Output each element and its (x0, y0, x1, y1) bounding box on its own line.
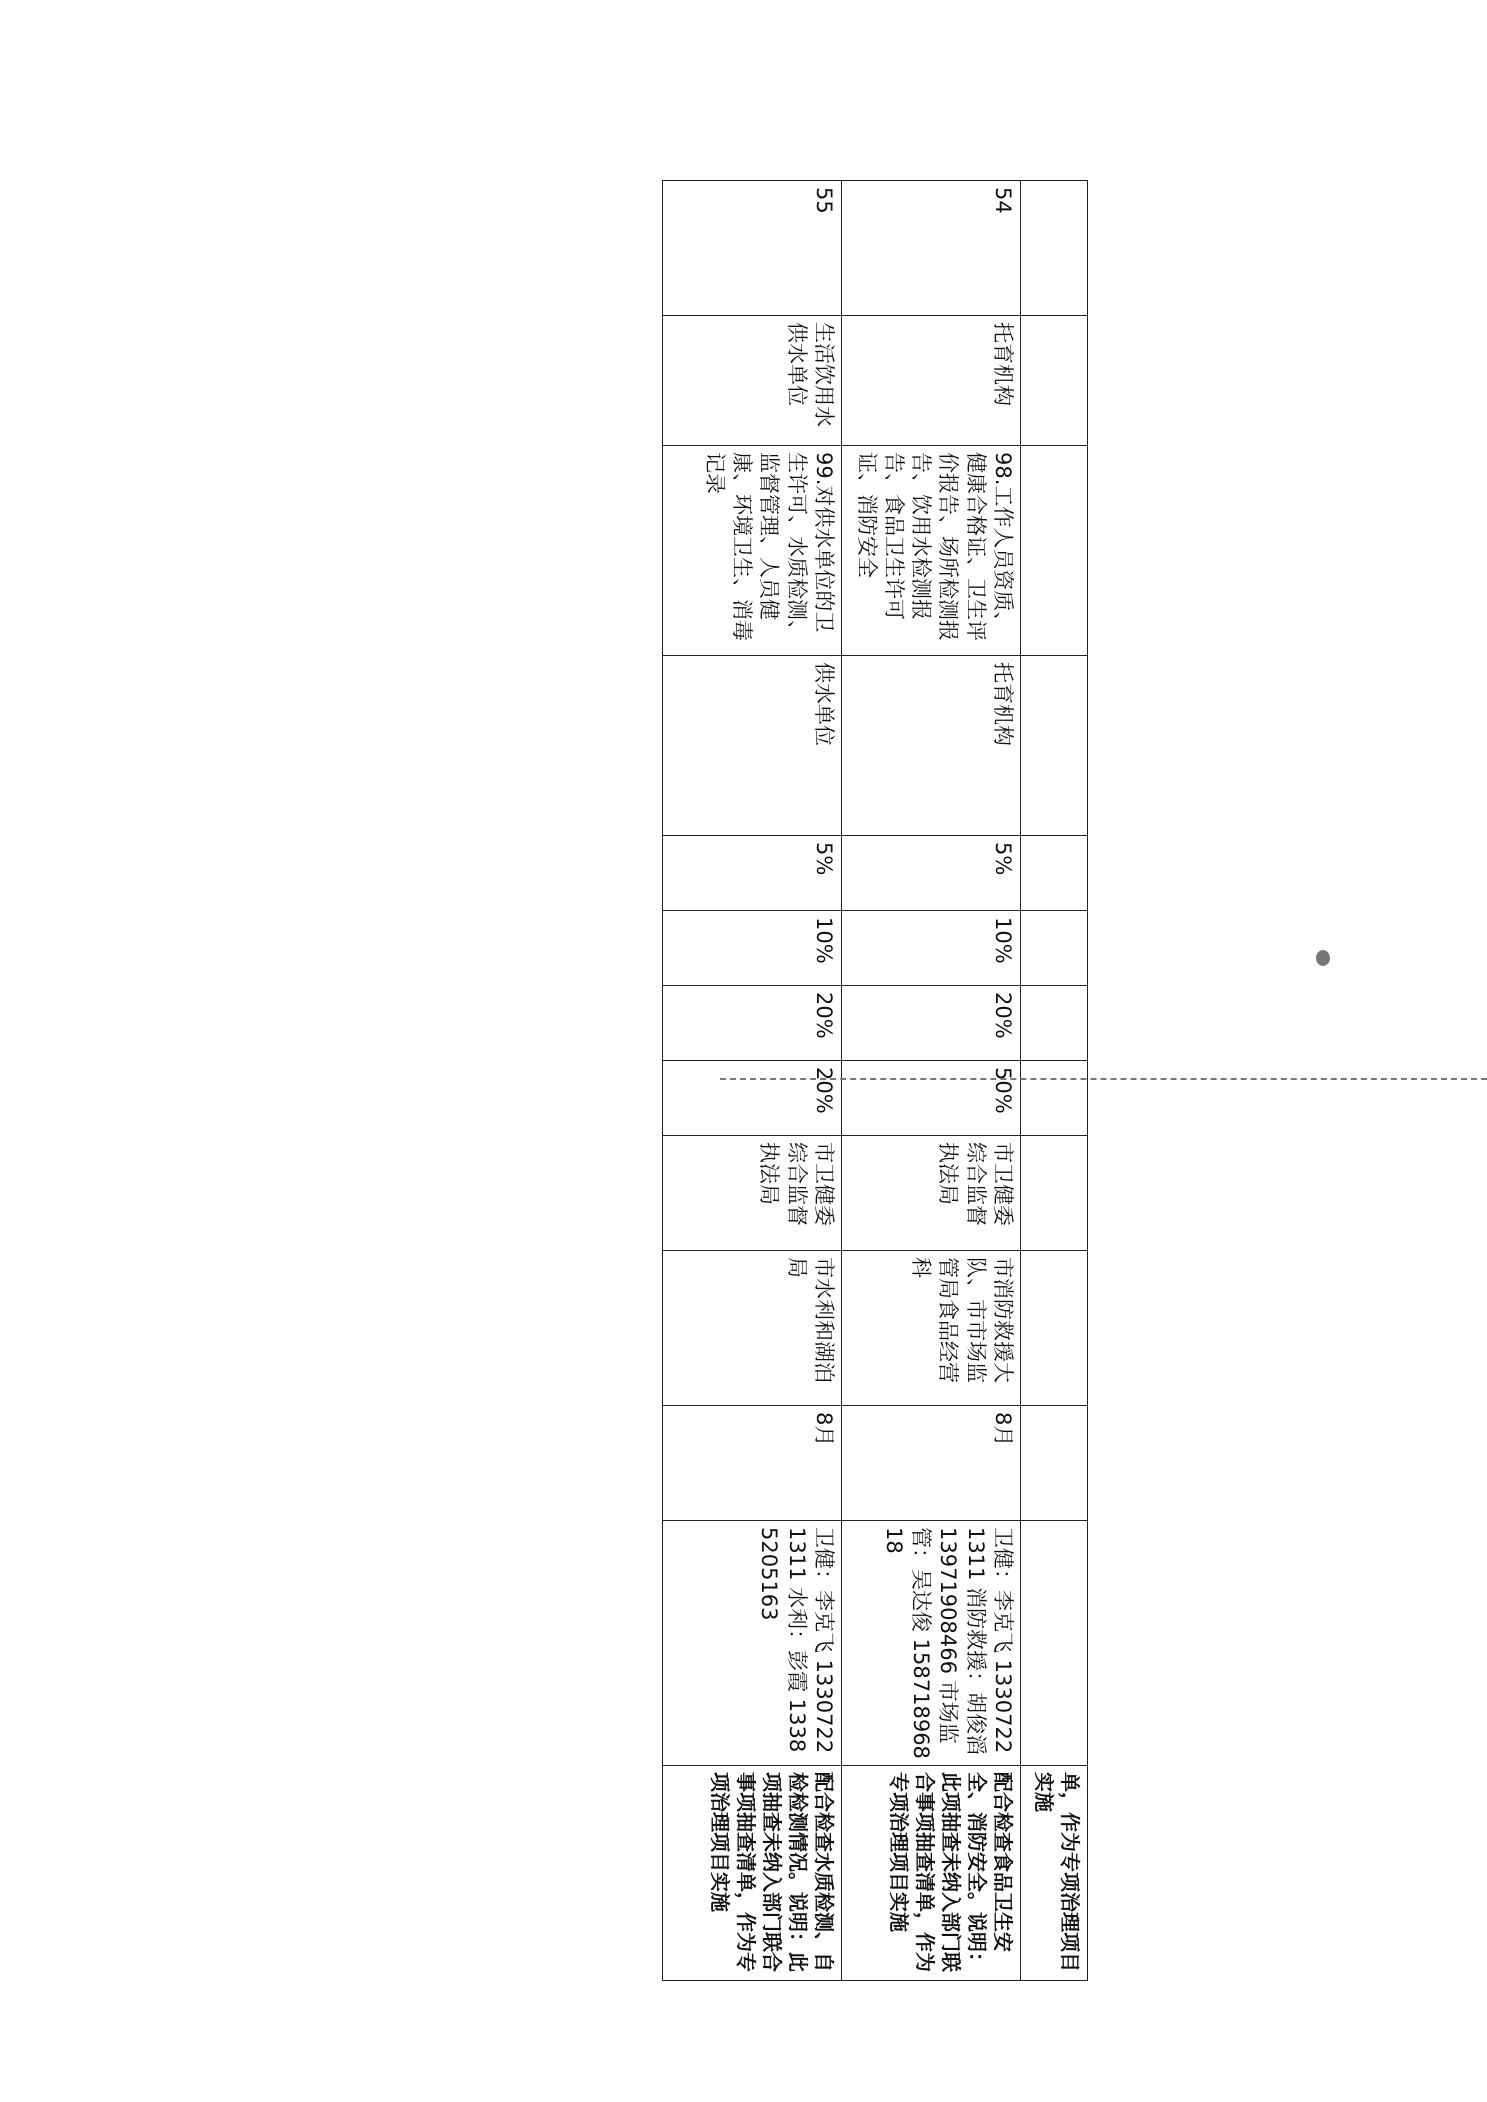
contacts-cell: 卫健：李克飞 13307221311 水利：彭霞 13385205163 (663, 1521, 842, 1766)
ratio-cell: 20% (663, 986, 842, 1061)
coop-dept-cell: 市消防救援大队、市市场监管局食品经营科 (842, 1251, 1021, 1406)
scan-fold-line (720, 1078, 1487, 1080)
remarks-cell: 配合检查食品卫生安全、消防安全。说明：此项抽查未纳入部门联合事项抽查清单，作为专项治理项目实施 (842, 1766, 1021, 1981)
table-row (663, 181, 842, 1981)
ratio-cell: 5% (663, 836, 842, 911)
ratio-cell: 5% (842, 836, 1021, 911)
time-cell: 8月 (663, 1406, 842, 1521)
row-number: 54 (842, 181, 1021, 316)
scan-smudge (1316, 950, 1330, 966)
table-row-continuation (1021, 181, 1088, 1981)
category-cell: 托育机构 (842, 316, 1021, 446)
category-cell: 生活饮用水供水单位 (663, 316, 842, 446)
remarks-cell: 单，作为专项治理项目实施 (1021, 1766, 1088, 1981)
ratio-cell: 20% (663, 1061, 842, 1136)
ratio-cell: 10% (842, 911, 1021, 986)
inspection-table (662, 180, 1088, 1981)
time-cell: 8月 (842, 1406, 1021, 1521)
target-cell: 托育机构 (842, 656, 1021, 836)
coop-dept-cell: 市水利和湖泊局 (663, 1251, 842, 1406)
items-cell: 99.对供水单位的卫生许可、水质检测、监督管理、人员健康、环境卫生、消毒记录 (663, 446, 842, 656)
rotated-table-wrapper (678, 180, 1088, 1980)
target-cell: 供水单位 (663, 656, 842, 836)
contacts-cell: 卫健：李克飞 13307221311 消防救援：胡俊滔 13971908466 市场监管：吴达俊 15871896818 (842, 1521, 1021, 1766)
ratio-cell: 50% (842, 1061, 1021, 1136)
lead-dept-cell: 市卫健委综合监督执法局 (842, 1136, 1021, 1251)
table-row (842, 181, 1021, 1981)
items-cell: 98.工作人员资质、健康合格证、卫生评价报告、场所检测报告、饮用水检测报告、食品卫生许可证、消防安全 (842, 446, 1021, 656)
row-number: 55 (663, 181, 842, 316)
remarks-cell: 配合检查水质检测、自检检测情况。说明：此项抽查未纳入部门联合事项抽查清单，作为专项治理项目实施 (663, 1766, 842, 1981)
ratio-cell: 20% (842, 986, 1021, 1061)
ratio-cell: 10% (663, 911, 842, 986)
lead-dept-cell: 市卫健委综合监督执法局 (663, 1136, 842, 1251)
